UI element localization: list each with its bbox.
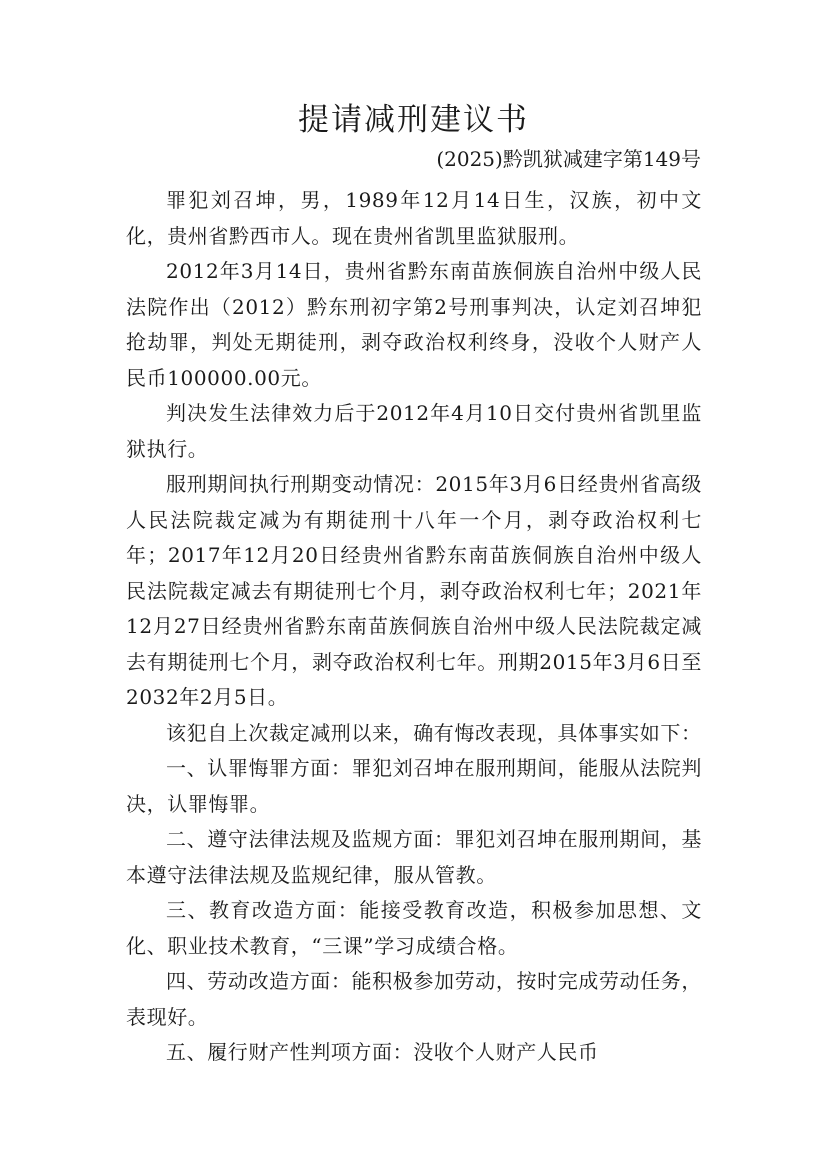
paragraph-admit-guilt: 一、认罪悔罪方面：罪犯刘召坤在服刑期间，能服从法院判决，认罪悔罪。 bbox=[126, 756, 702, 816]
paragraph-sentence-changes: 服刑期间执行刑期变动情况：2015年3月6日经贵州省高级人民法院裁定减为有期徒刑十八年一个月，剥夺政治权利七年；2017年12月20日经贵州省黔东南苗族侗族自治州中级人民法院裁定减去有期徒刑七个月，剥夺政治权利七年；2021年12月27日经贵州省黔东南苗族侗族自治州中级人民法院裁定减去有期徒刑七个月，剥夺政治权利七年。刑期2015年3月6日至2032年2月5日。 bbox=[126, 472, 702, 709]
paragraph-labor: 四、劳动改造方面：能积极参加劳动，按时完成劳动任务，表现好。 bbox=[126, 969, 702, 1029]
paragraph-property-judgment: 五、履行财产性判项方面：没收个人财产人民币 bbox=[166, 1040, 599, 1064]
document-number: (2025)黔凯狱减建字第149号 bbox=[436, 147, 701, 171]
paragraph-obey-rules: 二、遵守法律法规及监规方面：罪犯刘召坤在服刑期间，基本遵守法律法规及监规纪律，服从管教。 bbox=[126, 827, 702, 887]
paragraph-original-judgment: 2012年3月14日，贵州省黔东南苗族侗族自治州中级人民法院作出（2012）黔东刑初字第2号刑事判决，认定刘召坤犯抢劫罪，判处无期徒刑，剥夺政治权利终身，没收个人财产人民币100000.00元。 bbox=[126, 259, 702, 390]
paragraph-repentance-intro: 该犯自上次裁定减刑以来，确有悔改表现，具体事实如下： bbox=[166, 720, 702, 745]
document-title: 提请减刑建议书 bbox=[298, 102, 529, 138]
paragraph-execution-transfer: 判决发生法律效力后于2012年4月10日交付贵州省凯里监狱执行。 bbox=[126, 401, 702, 461]
paragraph-criminal-info: 罪犯刘召坤，男，1989年12月14日生，汉族，初中文化，贵州省黔西市人。现在贵州省凯里监狱服刑。 bbox=[126, 188, 702, 248]
paragraph-education: 三、教育改造方面：能接受教育改造，积极参加思想、文化、职业技术教育，“三课”学习成绩合格。 bbox=[126, 898, 702, 958]
document-body bbox=[126, 183, 702, 1071]
